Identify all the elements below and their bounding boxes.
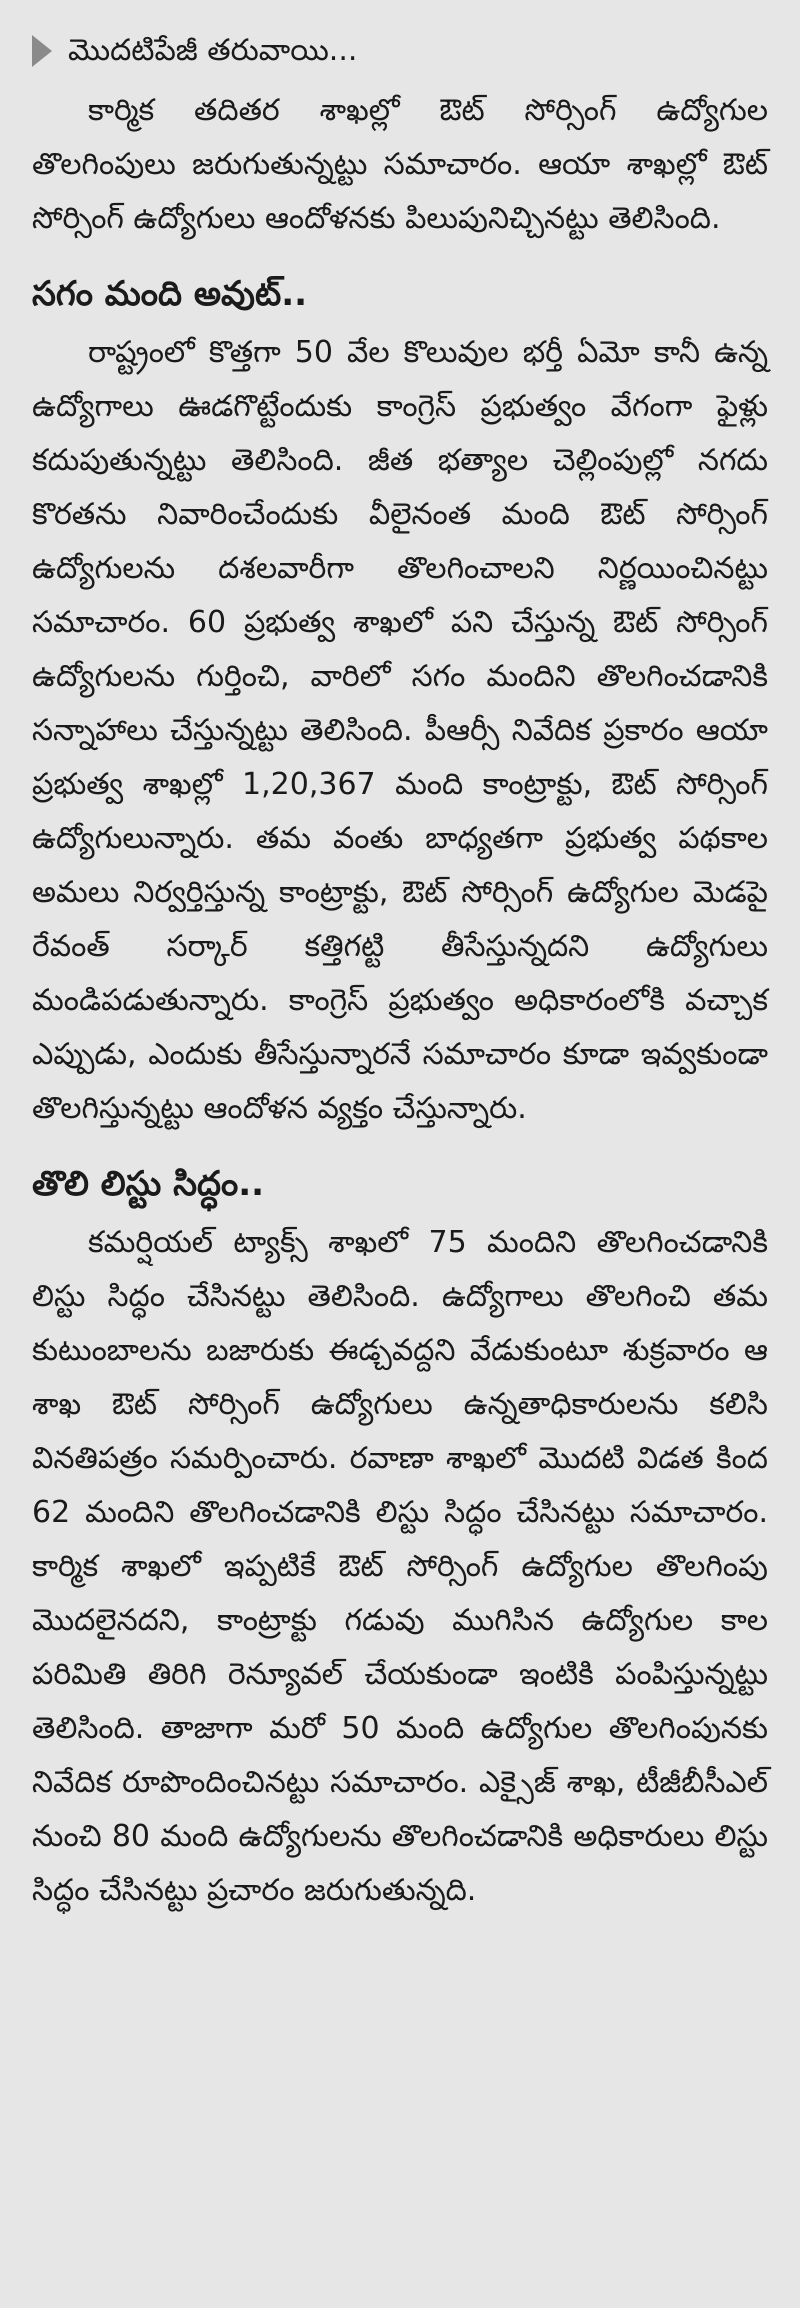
section-body-half-out: రాష్ట్రంలో కొత్తగా 50 వేల కొలువుల భర్తీ ఏమో కానీ ఉన్న ఉద్యోగాలు ఊడగొట్టేందుకు కాంగ్రెస్ ప్రభుత్వం వేగంగా ఫైళ్లు కదుపుతున్నట్టు తెలిసింది. జీత భత్యాల చెల్లింపుల్లో నగదు కొరతను నివారించేందుకు వీలైనంత మంది ఔట్ సోర్సింగ్ ఉద్యోగులను దశలవారీగా తొలగించాలని నిర్ణయించినట్టు సమాచారం. 60 ప్రభుత్వ శాఖలో పని చేస్తున్న ఔట్ సోర్సింగ్ ఉద్యోగులను గుర్తించి, వారిలో సగం మందిని తొలగించడానికి సన్నాహాలు చేస్తున్నట్టు తెలిసింది. పీఆర్సీ నివేదిక ప్రకారం ఆయా ప్రభుత్వ శాఖల్లో 1,20,367 మంది కాంట్రాక్టు, ఔట్ సోర్సింగ్ ఉద్యోగులున్నారు. తమ వంతు బాధ్యతగా ప్రభుత్వ పథకాల అమలు నిర్వర్తిస్తున్న కాంట్రాక్టు, ఔట్ సోర్సింగ్ ఉద్యోగుల మెడపై రేవంత్ సర్కార్ కత్తిగట్టి తీసేస్తున్నదని ఉద్యోగులు మండిపడుతున్నారు. కాంగ్రెస్ ప్రభుత్వం అధికారంలోకి వచ్చాక ఎప్పుడు, ఎందుకు తీసేస్తున్నారనే సమాచారం కూడా ఇవ్వకుండా తొలగిస్తున్నట్టు ఆందోళన వ్యక్తం చేస్తున్నారు. (32, 335, 768, 1127)
section-body-first-list: కమర్షియల్ ట్యాక్స్ శాఖలో 75 మందిని తొలగించడానికి లిస్టు సిద్ధం చేసినట్టు తెలిసింది. ఉద్యోగాలు తొలగించి తమ కుటుంబాలను బజారుకు ఈడ్చవద్దని వేడుకుంటూ శుక్రవారం ఆ శాఖ ఔట్ సోర్సింగ్ ఉద్యోగులు ఉన్నతాధికారులను కలిసి వినతిపత్రం సమర్పించారు. రవాణా శాఖలో మొదటి విడత కింద 62 మందిని తొలగించడానికి లిస్టు సిద్ధం చేసినట్టు సమాచారం. కార్మిక శాఖలో ఇప్పటికే ఔట్ సోర్సింగ్ ఉద్యోగుల తొలగింపు మొదలైనదని, కాంట్రాక్టు గడువు ముగిసిన ఉద్యోగుల కాల పరిమితి తిరిగి రెన్యూవల్ చేయకుండా ఇంటికి పంపిస్తున్నట్టు తెలిసింది. తాజాగా మరో 50 మంది ఉద్యోగుల తొలగింపునకు నివేదిక రూపొందించినట్టు సమాచారం. ఎక్సైజ్ శాఖ, టీజీబీసీఎల్ నుంచి 80 మంది ఉద్యోగులను తొలగించడానికి అధికారులు లిస్టు సిద్ధం చేసినట్టు ప్రచారం జరుగుతున్నది. (32, 1225, 768, 1909)
arrow-right-icon (32, 35, 52, 67)
continuation-text: మొదటిపేజీ తరువాయి... (68, 33, 358, 68)
section-heading-half-out: సగం మంది అవుట్.. (32, 274, 308, 314)
intro-paragraph: కార్మిక తదితర శాఖల్లో ఔట్ సోర్సింగ్ ఉద్యోగుల తొలగింపులు జరుగుతున్నట్టు సమాచారం. ఆయా శాఖల్లో ఔట్ సోర్సింగ్ ఉద్యోగులు ఆందోళనకు పిలుపునిచ్చినట్టు తెలిసింది. (32, 93, 768, 236)
continuation-marker (32, 18, 768, 84)
section-heading-first-list: తొలి లిస్టు సిద్ధం.. (32, 1164, 265, 1205)
